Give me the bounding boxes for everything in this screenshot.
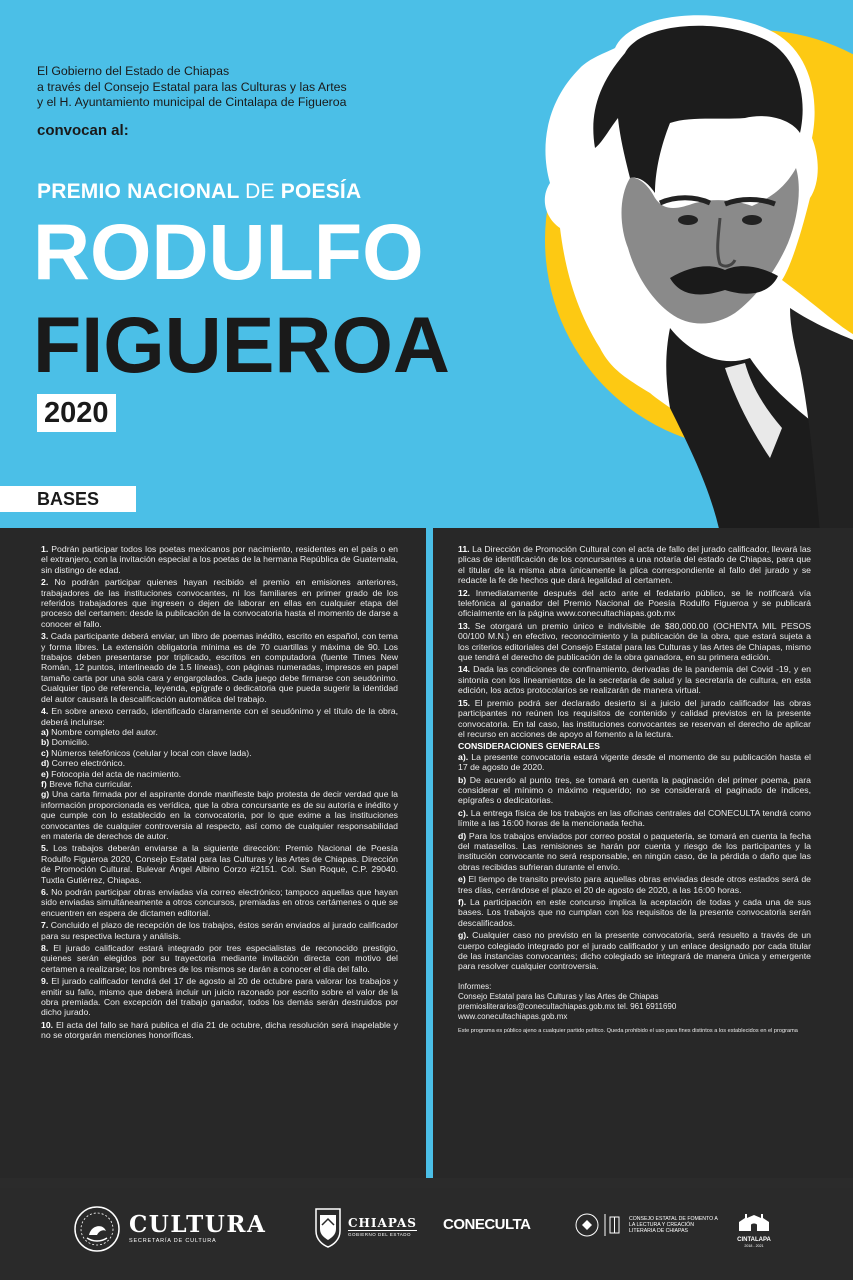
national-seal-icon bbox=[73, 1205, 121, 1253]
base-item: 10. El acta del fallo se hará publica el día 21 de octubre, dicha resolución será inapelable y no se otorgarán menciones honoríficas. bbox=[41, 1019, 398, 1041]
logo-secretaria-cultura bbox=[73, 1205, 266, 1253]
cintalapa-years: 2018 - 2021 bbox=[744, 1244, 764, 1248]
informes-heading: Informes: bbox=[458, 981, 492, 991]
consideracion-item: b) De acuerdo al punto tres, se tomará en cuenta la paginación del primer poema, para considerar el mínimo o máximo requerido; no se considerará el paginado de índices, epígrafes o dedicatorias. bbox=[458, 774, 811, 806]
column-divider bbox=[426, 528, 433, 1178]
convocan-text: convocan al: bbox=[37, 122, 129, 139]
consideracion-item: a). La presente convocatoria estará vigente desde el momento de su publicación hasta el 17 de agosto de 2020. bbox=[458, 751, 811, 773]
base-subitem: b) Domicilio. bbox=[41, 737, 90, 748]
base-item: 12. Inmediatamente después del acto ante el fedatario público, se le notificará vía telefónica al ganador del Premio Nacional de Poesía Rodulfo Figueroa y se publicará oficialmente en la página www.conecultachiapas.gob.mx bbox=[458, 587, 812, 619]
premio-subtitle: PREMIO NACIONAL DE POESÍA bbox=[37, 180, 362, 203]
base-subitem: c) Números telefónicos (celular y local con clave lada). bbox=[41, 747, 252, 758]
base-item: 1. Podrán participar todos los poetas mexicanos por nacimiento, residentes en el país o en el extranjero, con la invitación especial a los poetas de la hermana República de Guatemala, sin distingo de edad. bbox=[41, 544, 398, 575]
bases-right-column bbox=[433, 528, 853, 1178]
organizer-line: a través del Consejo Estatal para las Culturas y las Artes bbox=[37, 79, 347, 94]
base-item: 6. No podrán participar obras enviadas vía correo electrónico; tampoco aquellas que hayan sido enviadas simultáneamente a otros concursos, premiadas en otros certámenes o que se encuentren en espera de dictamen editorial. bbox=[41, 887, 398, 918]
base-subitem: f) Breve ficha curricular. bbox=[41, 778, 133, 789]
base-item: 11. La Dirección de Promoción Cultural con el acta de fallo del jurado calificador, llevará las plicas de identificación de los concursantes a una notaría del estado de Chiapas, para que el titular de la misma abra únicamente la plica correspondiente al fallo del jurado y se redacte la fe de hechos que dará legalidad al certamen. bbox=[458, 544, 811, 586]
logo-consejo-lectura bbox=[575, 1212, 721, 1238]
base-item: 4. En sobre anexo cerrado, identificado claramente con el seudónimo y el título de la obra, deberá incluirse: bbox=[41, 706, 398, 727]
title-figueroa: FIGUEROA bbox=[33, 300, 450, 389]
base-subitem: a) Nombre completo del autor. bbox=[41, 726, 158, 737]
year-badge: 2020 bbox=[37, 394, 116, 432]
organizers-text bbox=[37, 64, 347, 111]
consejo-emblem-icon bbox=[575, 1212, 623, 1238]
base-item: 7. Concluido el plazo de recepción de los trabajos, éstos serán enviados al jurado calificador para su respectiva lectura y análisis. bbox=[41, 920, 398, 941]
base-item: 5. Los trabajos deberán enviarse a la siguiente dirección: Premio Nacional de Poesía Rodulfo Figueroa 2020, Consejo Estatal para las Culturas y las Artes de Chiapas. Dirección de Promoción Cultural. Bulevar Ángel Albino Corzo #2151. Col. San Roque, C.P. 29040. Tuxtla Gutiérrez, Chiapas. bbox=[41, 843, 399, 885]
chiapas-subtitle: GOBIERNO DEL ESTADO bbox=[348, 1231, 412, 1237]
consideracion-item: f). La participación en este concurso implica la aceptación de todas y cada una de sus bases. Los trabajos que no cumplan con los requisitos de la presente convocatoria serán descalificados. bbox=[458, 897, 812, 928]
consideracion-item: e) El tiempo de transito previsto para aquellas obras enviadas desde otros estados será de tres días, cerrándose el plazo el 20 de agosto de 2020, a las 16:00 horas. bbox=[458, 874, 811, 895]
cultura-subtitle: SECRETARÍA DE CULTURA bbox=[129, 1238, 217, 1244]
base-subitem: e) Fotocopia del acta de nacimiento. bbox=[41, 768, 182, 779]
base-subitem: d) Correo electrónico. bbox=[41, 758, 126, 769]
base-item: 14. Dada las condiciones de confinamiento, derivadas de la pandemia del Covid -19, y en sintonía con los lineamientos de la secretaria de salud y la secretaria de cultura, en esta edición, los actos protocolarios se realizarán de manera virtual. bbox=[458, 664, 811, 696]
informes-website[interactable]: www.conecultachiapas.gob.mx bbox=[458, 1011, 568, 1021]
logo-coneculta: CONECULTA bbox=[443, 1216, 531, 1233]
consideracion-item: d) Para los trabajos enviados por correo postal o paquetería, se tomará en cuenta la fecha del matasellos. Las remisiones se harán por cuenta y riesgo de los participantes y la institución convocante no será responsable, en ningún caso, de la pérdida o daño que las obras recibidas sufrieran durante el envío. bbox=[458, 830, 811, 872]
base-item: 15. El premio podrá ser declarado desierto si a juicio del jurado calificador las obras participantes no reúnen los requisitos de contenido y calidad previstos en la presente convocatoria. En tal caso, las instituciones convocantes se reservan el derecho de aplicar el recurso en acciones de apoyo al fomento a la lectura. bbox=[458, 697, 811, 739]
consideracion-item: c). La entrega física de los trabajos en las oficinas centrales del CONECULTA tendrá como límite a las 16:00 horas de la mencionada fecha. bbox=[458, 807, 811, 829]
cintalapa-church-icon bbox=[737, 1212, 771, 1232]
chiapas-wordmark: CHIAPAS bbox=[348, 1215, 417, 1230]
base-item: 3. Cada participante deberá enviar, un libro de poemas inédito, escrito en español, con tema y forma libres. La extensión obligatoria mínima es de 70 cuartillas y máxima de 90. Los trabajos deben presentarse por triplicado, escritos en computadora (fuente Times New Román, 12 puntos, interlineado de 1.5 líneas), con páginas numeradas, impresos en papel tamaño carta por una sola cara y engargolados. Cada juego debe firmarse con seudónimo. Cualquier tipo de referencia, leyenda, epígrafe o dedicatoria que pueda sugerir la identidad del autor causará la descalificación automática del trabajo. bbox=[41, 631, 398, 704]
hero-section bbox=[0, 0, 853, 528]
informes-email[interactable]: premiosliterarios@conecultachiapas.gob.mx tel. 961 6911690 bbox=[458, 1001, 677, 1011]
cultura-wordmark: CULTURA bbox=[129, 1211, 267, 1238]
chiapas-shield-icon bbox=[313, 1205, 343, 1249]
base-item: 13. Se otorgará un premio único e indivisible de $80,000.00 (OCHENTA MIL PESOS 00/100 M.N.) en efectivo, reconocimiento y la publicación de la obra, que estará sujeta a los criterios editoriales del Consejo Estatal para las Culturas y las Artes de Chiapas, mismo que tendrá el derecho de publicación de la obra ganadora, en su primera edición. bbox=[458, 620, 811, 663]
organizer-line: y el H. Ayuntamiento municipal de Cintalapa de Figueroa bbox=[37, 95, 347, 109]
consideraciones-heading: CONSIDERACIONES GENERALES bbox=[458, 741, 600, 752]
organizer-line: El Gobierno del Estado de Chiapas bbox=[37, 64, 230, 78]
base-item: 8. El jurado calificador estará integrado por tres especialistas de reconocido prestigio, quienes serán elegidos por su trayectoria mediante invitación directa con motivo del certamen a realizarse; los nombres de los mismos se darán a conocer el día del fallo. bbox=[41, 943, 398, 974]
base-item: 2. No podrán participar quienes hayan recibido el premio en emisiones anteriores, trabajadores de las instituciones convocantes, ni los familiares en primer grado de los referidos trabajadores que ingresen o dejen de laborar en ellas en cualquier etapa del proceso del certamen: desde la publicación de la convocatoria hasta el momento de darse a conocer el fallo. bbox=[41, 577, 398, 629]
consideracion-item: g). Cualquier caso no previsto en la presente convocatoria, será resuelto a través de un cuerpo colegiado integrado por el jurado calificador y un enlace designado por cada titular de las instancias convocantes; dicho colegiado se integrará de manera única y emergente para resolver cualquier controversia. bbox=[458, 930, 811, 972]
base-item: 9. El jurado calificador tendrá del 17 de agosto al 20 de octubre para valorar los trabajos y emitir su fallo, mismo que deberá incluir un juicio razonado por escrito sobre el valor de la obra premiada. Con excepción del trabajo ganador, todos los demás serán destruidos por dicho jurado. bbox=[41, 976, 398, 1018]
base-subitem: g) Una carta firmada por el aspirante donde manifieste bajo protesta de decir verdad que la información proporcionada es verídica, que la obra concursante es de su autoría e inédito y que cumple con lo establecido en la convocatoria, por lo que exime a las instituciones convocantes de cualquier controversia al respecto, así como de cualquier responsabilidad en materia de derechos de autor. bbox=[41, 789, 398, 841]
sponsor-footer bbox=[0, 1188, 853, 1280]
disclaimer-text: Este programa es público ajeno a cualquier partido político. Queda prohibido el uso para fines distintos a los establecidos en el programa bbox=[458, 1027, 798, 1034]
bases-left-column bbox=[0, 528, 426, 1178]
cintalapa-wordmark: CINTALAPA bbox=[737, 1237, 771, 1243]
informes-block bbox=[458, 982, 811, 1022]
bases-label: BASES bbox=[0, 486, 136, 512]
consejo-text: CONSEJO ESTATAL DE FOMENTO A LA LECTURA Y CREACIÓN LITERARIA DE CHIAPAS bbox=[629, 1215, 718, 1235]
logo-gobierno-chiapas bbox=[313, 1205, 417, 1249]
title-rodulfo: RODULFO bbox=[33, 207, 424, 296]
portrait-rodulfo-figueroa bbox=[520, 8, 853, 528]
informes-line: Consejo Estatal para las Culturas y las Artes de Chiapas bbox=[458, 991, 659, 1001]
logo-cintalapa bbox=[734, 1212, 774, 1249]
